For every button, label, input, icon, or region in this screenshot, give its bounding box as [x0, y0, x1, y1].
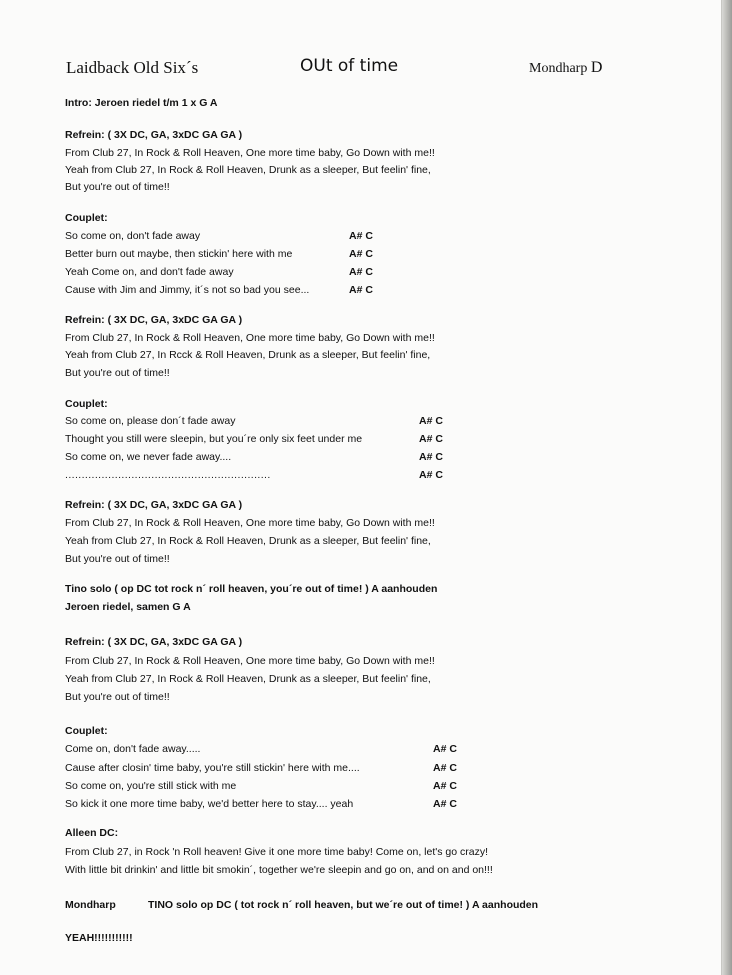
chord-label: A# C: [433, 798, 457, 810]
refrein-line: Yeah from Club 27, In Rock & Roll Heaven, Drunk as a sleeper, But feelin' fine,: [65, 535, 431, 547]
song-key: D: [590, 59, 603, 76]
instrument-key: [529, 59, 602, 77]
refrein-line: From Club 27, In Rock & Roll Heaven, One more time baby, Go Down with me!!: [65, 332, 435, 344]
chord-label: A# C: [433, 743, 457, 755]
refrein-line: But you're out of time!!: [65, 691, 170, 703]
refrein-heading: Refrein: ( 3X DC, GA, 3xDC GA GA ): [65, 314, 243, 326]
refrein-line: But you're out of time!!: [65, 367, 170, 379]
couplet-dotted-line: ..............................................................: [65, 469, 271, 481]
alleen-heading: Alleen DC:: [65, 827, 119, 839]
song-title: OUt of time: [300, 56, 399, 76]
solo-line: Jeroen riedel, samen G A: [65, 601, 191, 613]
couplet-heading: Couplet:: [65, 725, 108, 737]
couplet-line: Yeah Come on, and don't fade away: [65, 266, 234, 278]
refrein-heading: Refrein: ( 3X DC, GA, 3xDC GA GA ): [65, 636, 243, 648]
refrein-line: From Club 27, In Rock & Roll Heaven, One more time baby, Go Down with me!!: [65, 517, 435, 529]
chord-label: A# C: [419, 415, 443, 427]
chord-label: A# C: [419, 469, 443, 481]
refrein-line: Yeah from Club 27, In Rcck & Roll Heaven, Drunk as a sleeper, But feelin' fine,: [65, 349, 431, 361]
chord-label: A# C: [349, 248, 373, 260]
couplet-line: Cause after closin' time baby, you're still stickin' here with me....: [65, 762, 360, 774]
intro-line: Intro: Jeroen riedel t/m 1 x G A: [65, 97, 218, 109]
final-line: YEAH!!!!!!!!!!!: [65, 932, 133, 944]
refrein-line: But you're out of time!!: [65, 553, 170, 565]
couplet-line: So come on, you're still stick with me: [65, 780, 237, 792]
refrein-line: Yeah from Club 27, In Rock & Roll Heaven, Drunk as a sleeper, But feelin' fine,: [65, 673, 431, 685]
refrein-heading: Refrein: ( 3X DC, GA, 3xDC GA GA ): [65, 499, 243, 511]
couplet-line: Thought you still were sleepin, but you´re only six feet under me: [65, 433, 363, 445]
couplet-line: So come on, we never fade away....: [65, 451, 232, 463]
chord-label: A# C: [433, 780, 457, 792]
outro-line: TINO solo op DC ( tot rock n´ roll heaven, but we´re out of time! ) A aanhouden: [148, 899, 539, 911]
couplet-line: So come on, don't fade away: [65, 230, 201, 242]
couplet-line: So kick it one more time baby, we'd better here to stay.... yeah: [65, 798, 354, 810]
alleen-line: With little bit drinkin' and little bit smokin´, together we're sleepin and go on, and on and on!!!: [65, 864, 493, 876]
refrein-line: But you're out of time!!: [65, 181, 170, 193]
couplet-line: So come on, please don´t fade away: [65, 415, 236, 427]
couplet-heading: Couplet:: [65, 212, 108, 224]
refrein-heading: Refrein: ( 3X DC, GA, 3xDC GA GA ): [65, 129, 243, 141]
alleen-line: From Club 27, in Rock 'n Roll heaven! Give it one more time baby! Come on, let's go crazy!: [65, 846, 489, 858]
chord-label: A# C: [419, 451, 443, 463]
couplet-line: Cause with Jim and Jimmy, it´s not so bad you see...: [65, 284, 310, 296]
couplet-line: Better burn out maybe, then stickin' here with me: [65, 248, 293, 260]
sheet-header: [0, 56, 722, 86]
chord-label: A# C: [349, 230, 373, 242]
couplet-heading: Couplet:: [65, 398, 108, 410]
chord-label: A# C: [349, 266, 373, 278]
instrument-name: Mondharp: [529, 61, 588, 76]
refrein-line: From Club 27, In Rock & Roll Heaven, One more time baby, Go Down with me!!: [65, 147, 435, 159]
refrein-line: Yeah from Club 27, In Rock & Roll Heaven, Drunk as a sleeper, But feelin' fine,: [65, 164, 431, 176]
band-name: Laidback Old Six´s: [66, 58, 199, 77]
chord-label: A# C: [433, 762, 457, 774]
refrein-line: From Club 27, In Rock & Roll Heaven, One more time baby, Go Down with me!!: [65, 655, 435, 667]
chord-label: A# C: [349, 284, 373, 296]
chord-label: A# C: [419, 433, 443, 445]
couplet-line: Come on, don't fade away.....: [65, 743, 201, 755]
page-edge-shadow: [722, 0, 732, 975]
outro-label: Mondharp: [65, 899, 116, 911]
solo-line: Tino solo ( op DC tot rock n´ roll heaven, you´re out of time! ) A aanhouden: [65, 583, 438, 595]
